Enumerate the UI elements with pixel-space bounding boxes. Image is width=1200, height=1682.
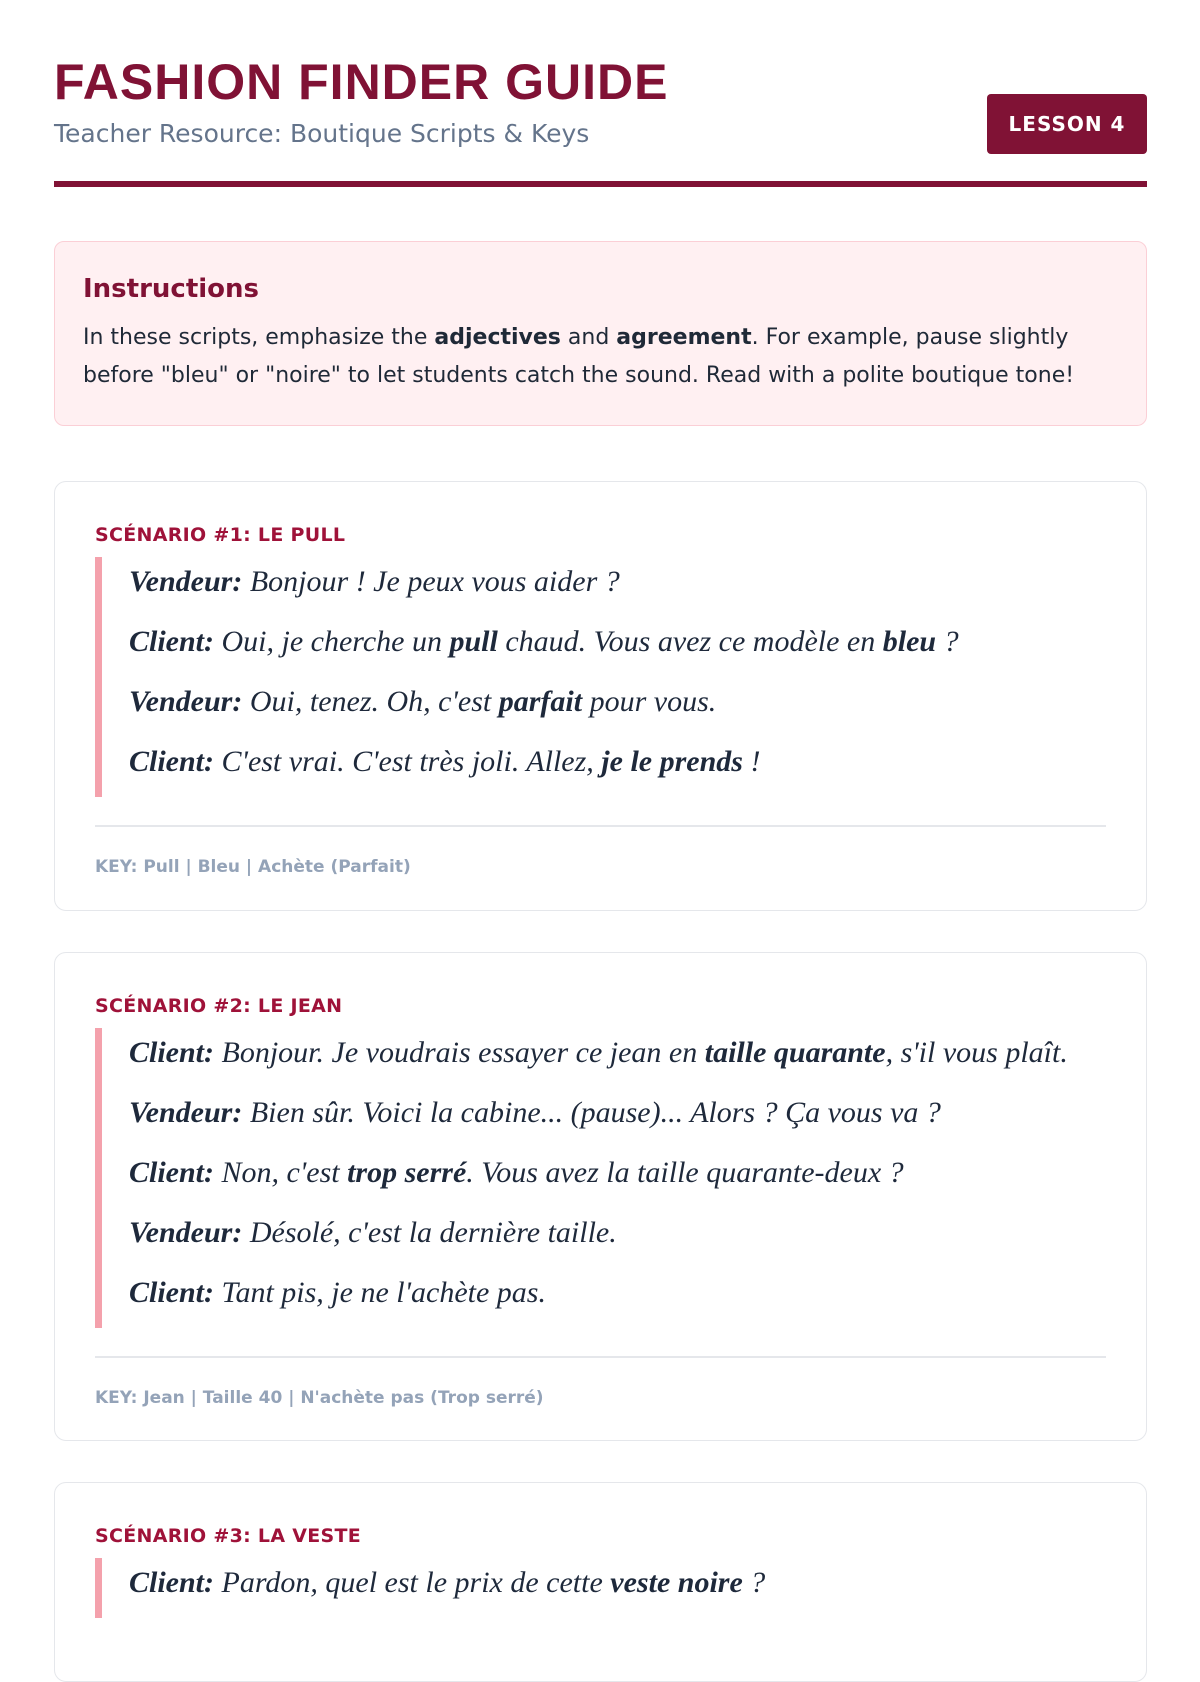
dialogue-line [129, 1268, 1106, 1328]
lesson-badge: LESSON 4 [987, 94, 1147, 154]
speaker-label: Client: [129, 745, 215, 778]
page [54, 0, 1147, 1599]
scenario-title: SCÉNARIO #3: LA VESTE [95, 1525, 362, 1547]
dialogue-line [129, 557, 1106, 617]
speaker-label: Client: [129, 1566, 215, 1599]
dialogue-text: ? [936, 625, 959, 658]
instructions-text-part: . For example, pause slightly before "bleu" or "noire" to let students catch the sound. Read with a polite boutique tone! [83, 325, 1075, 388]
dialogue-text: chaud. Vous avez ce modèle en [497, 625, 883, 658]
dialogue-block [95, 557, 1106, 797]
scenario-card-1 [54, 481, 1147, 911]
dialogue-line [129, 1208, 1106, 1268]
instructions-text [83, 319, 1118, 395]
instructions-title: Instructions [83, 274, 260, 304]
scenario-title: SCÉNARIO #2: LE JEAN [95, 995, 343, 1017]
header [54, 0, 1147, 190]
speaker-label: Client: [129, 1156, 215, 1189]
dialogue-text: Non, c'est [214, 1156, 348, 1189]
dialogue-line [129, 1558, 1106, 1618]
instructions-emphasis: agreement [616, 325, 752, 350]
dialogue-text: Bonjour. Je voudrais essayer ce jean en [214, 1036, 705, 1069]
dialogue-text: Oui, je cherche un [214, 625, 450, 658]
dialogue-text: Bien sûr. Voici la cabine... (pause)... Alors ? Ça vous va ? [242, 1096, 941, 1129]
dialogue-text: ! [742, 745, 761, 778]
speaker-label: Client: [129, 625, 215, 658]
dialogue-block [95, 1028, 1106, 1328]
dialogue-line [129, 677, 1106, 737]
dialogue-text: Pardon, quel est le prix de cette [214, 1566, 611, 1599]
dialogue-text: , s'il vous plaît. [885, 1036, 1068, 1069]
dialogue-keyword: veste noire [610, 1566, 743, 1599]
speaker-label: Vendeur: [129, 565, 243, 598]
dialogue-text: pour vous. [582, 685, 717, 718]
scenario-title: SCÉNARIO #1: LE PULL [95, 524, 346, 546]
dialogue-block [95, 1558, 1106, 1618]
card-divider [95, 1356, 1106, 1358]
answer-key: KEY: Pull | Bleu | Achète (Parfait) [95, 856, 411, 877]
instructions-emphasis: adjectives [434, 325, 561, 350]
instructions-text-part: and [560, 325, 617, 350]
dialogue-text: Tant pis, je ne l'achète pas. [214, 1276, 546, 1309]
speaker-label: Vendeur: [129, 1096, 243, 1129]
header-divider [54, 181, 1147, 187]
dialogue-text: Bonjour ! Je peux vous aider ? [242, 565, 620, 598]
dialogue-text: Désolé, c'est la dernière taille. [242, 1216, 617, 1249]
speaker-label: Client: [129, 1276, 215, 1309]
instructions-text-part: In these scripts, emphasize the [83, 325, 435, 350]
dialogue-keyword: parfait [498, 685, 583, 718]
scenario-card-3 [54, 1482, 1147, 1682]
dialogue-text: ? [742, 1566, 766, 1599]
dialogue-keyword: je le prends [601, 745, 743, 778]
speaker-label: Vendeur: [129, 685, 243, 718]
dialogue-line [129, 617, 1106, 677]
scenario-card-2 [54, 952, 1147, 1441]
dialogue-line [129, 1028, 1106, 1088]
dialogue-keyword: bleu [882, 625, 937, 658]
speaker-label: Client: [129, 1036, 215, 1069]
card-divider [95, 825, 1106, 827]
dialogue-line [129, 737, 1106, 797]
dialogue-text: C'est vrai. C'est très joli. Allez, [214, 745, 602, 778]
page-subtitle: Teacher Resource: Boutique Scripts & Keys [54, 119, 590, 148]
speaker-label: Vendeur: [129, 1216, 243, 1249]
dialogue-line [129, 1088, 1106, 1148]
dialogue-text: . Vous avez la taille quarante-deux ? [466, 1156, 904, 1189]
answer-key: KEY: Jean | Taille 40 | N'achète pas (Trop serré) [95, 1387, 544, 1408]
dialogue-line [129, 1148, 1106, 1208]
dialogue-text: Oui, tenez. Oh, c'est [242, 685, 499, 718]
dialogue-keyword: taille quarante [704, 1036, 886, 1069]
page-title: FASHION FINDER GUIDE [54, 54, 669, 110]
instructions-box [54, 241, 1147, 426]
dialogue-keyword: trop serré [347, 1156, 467, 1189]
dialogue-keyword: pull [449, 625, 498, 658]
